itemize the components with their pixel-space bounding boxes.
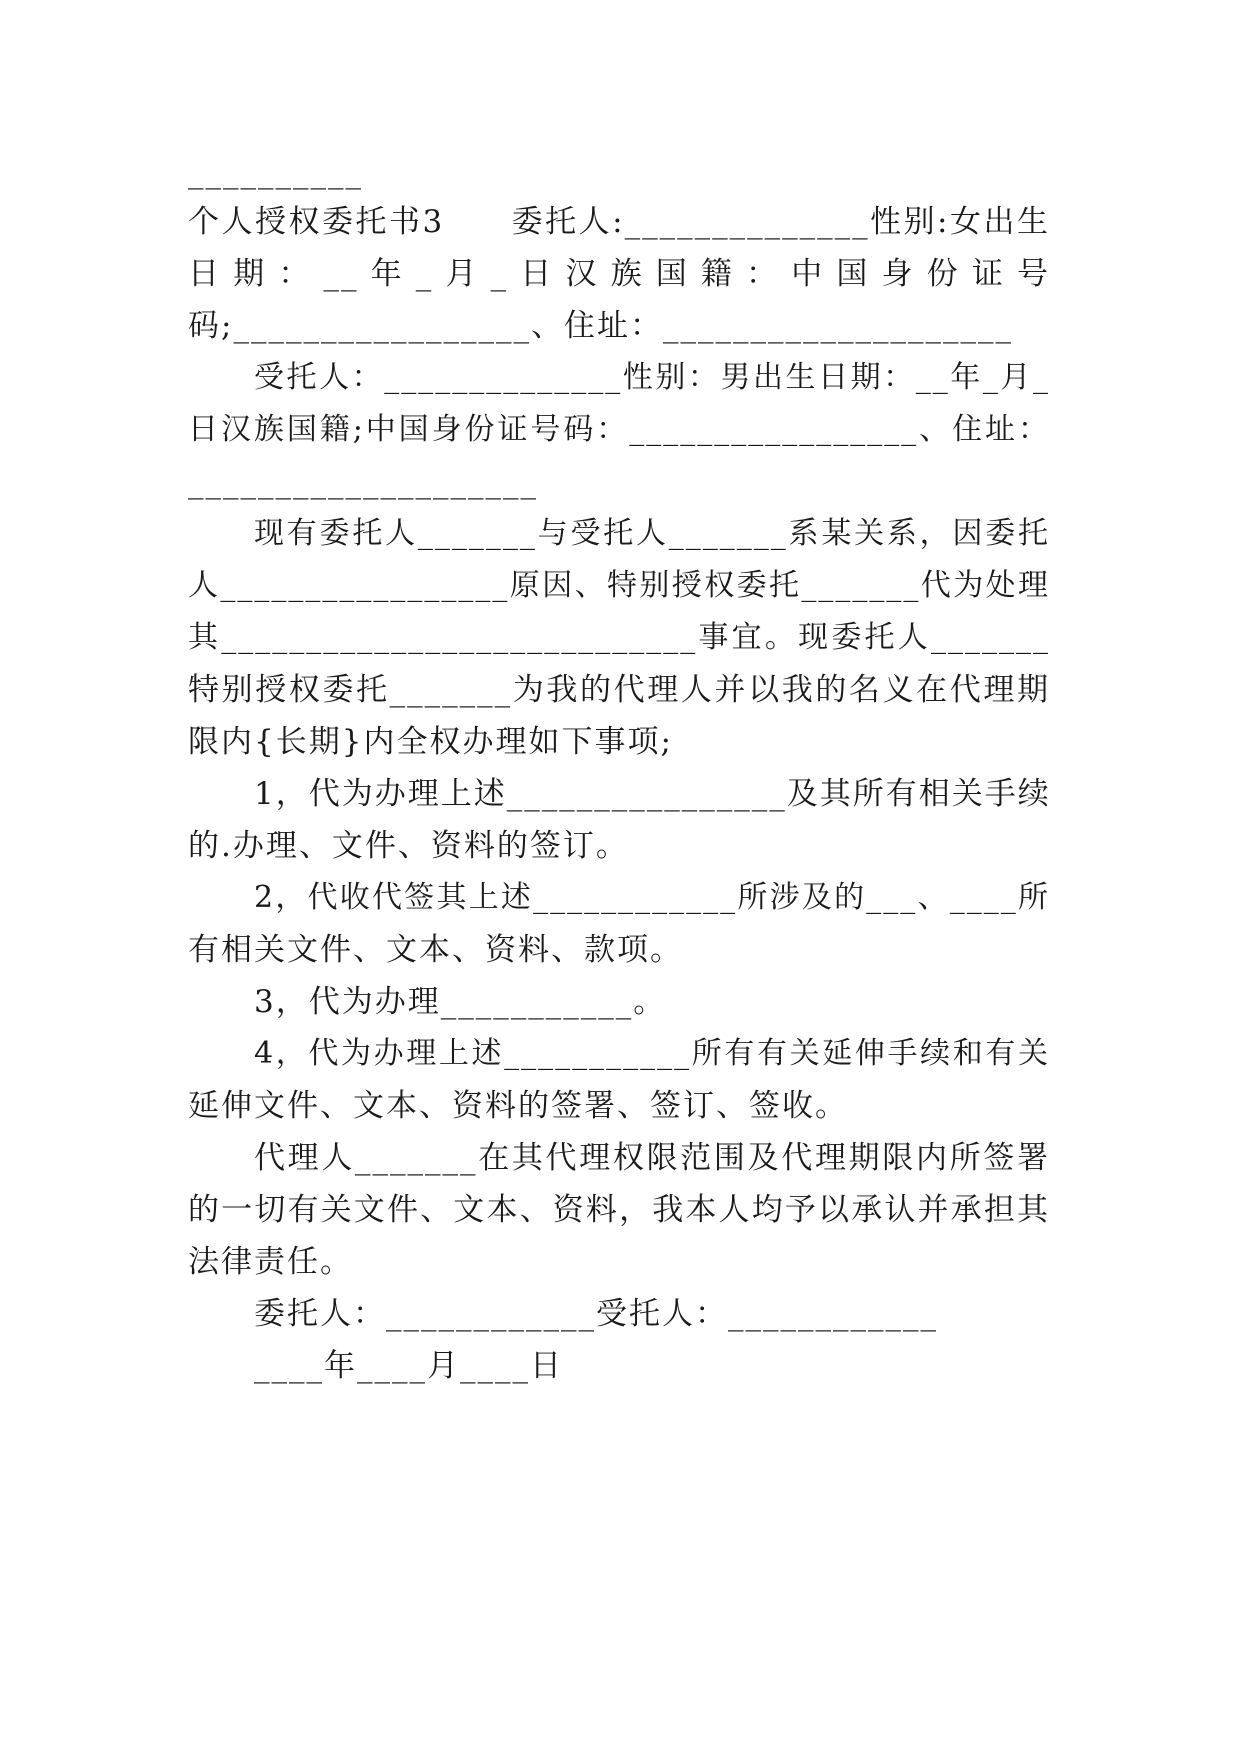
text-line: 码;_________________、住址：____________________ — [188, 308, 1013, 344]
text-line: 的.办理、文件、资料的签订。 — [188, 828, 629, 864]
text-line: 的一切有关文件、文本、资料，我本人均予以承认并承担其 — [188, 1192, 1050, 1228]
text-line: 其____________________________事宜。现委托人_______ — [188, 620, 1050, 655]
text-line: 2，代收代签其上述____________所涉及的___、____所 — [254, 880, 1050, 915]
text-line: 日期：__年_月_日汉族国籍：中国身份证号 — [188, 256, 1050, 292]
text-line: 受托人：______________性别：男出生日期：__年_月_ — [254, 360, 1050, 395]
text-line: 人_________________原因、特别授权委托_______代为处理 — [188, 568, 1050, 603]
signature-line: 委托人：____________受托人：____________ — [254, 1296, 938, 1332]
text-line: 代理人_______在其代理权限范围及代理期限内所签署 — [254, 1140, 1050, 1176]
text-line: 法律责任。 — [188, 1244, 353, 1280]
text-line: 日汉族国籍;中国身份证号码：_________________、住址： — [188, 412, 1050, 447]
top-blank-line: __________ — [188, 154, 363, 190]
text-line: 1，代为办理上述________________及其所有相关手续 — [254, 776, 1051, 812]
date-line: ____年____月____日 — [254, 1348, 563, 1384]
text-line: 限内{长期}内全权办理如下事项; — [188, 724, 673, 760]
text-line: 延伸文件、文本、资料的签署、签订、签收。 — [188, 1088, 848, 1124]
text-line: 有相关文件、文本、资料、款项。 — [188, 932, 683, 968]
text-line: 现有委托人_______与受托人_______系某关系，因委托 — [254, 516, 1050, 551]
text-line: 特别授权委托_______为我的代理人并以我的名义在代理期 — [188, 672, 1050, 708]
text-line: 个人授权委托书3 委托人:______________性别:女出生 — [188, 204, 1050, 240]
text-line: 3，代为办理___________。 — [254, 984, 667, 1020]
text-line: ____________________ — [188, 464, 538, 500]
text-line: 4，代为办理上述___________所有有关延伸手续和有关 — [254, 1036, 1050, 1071]
